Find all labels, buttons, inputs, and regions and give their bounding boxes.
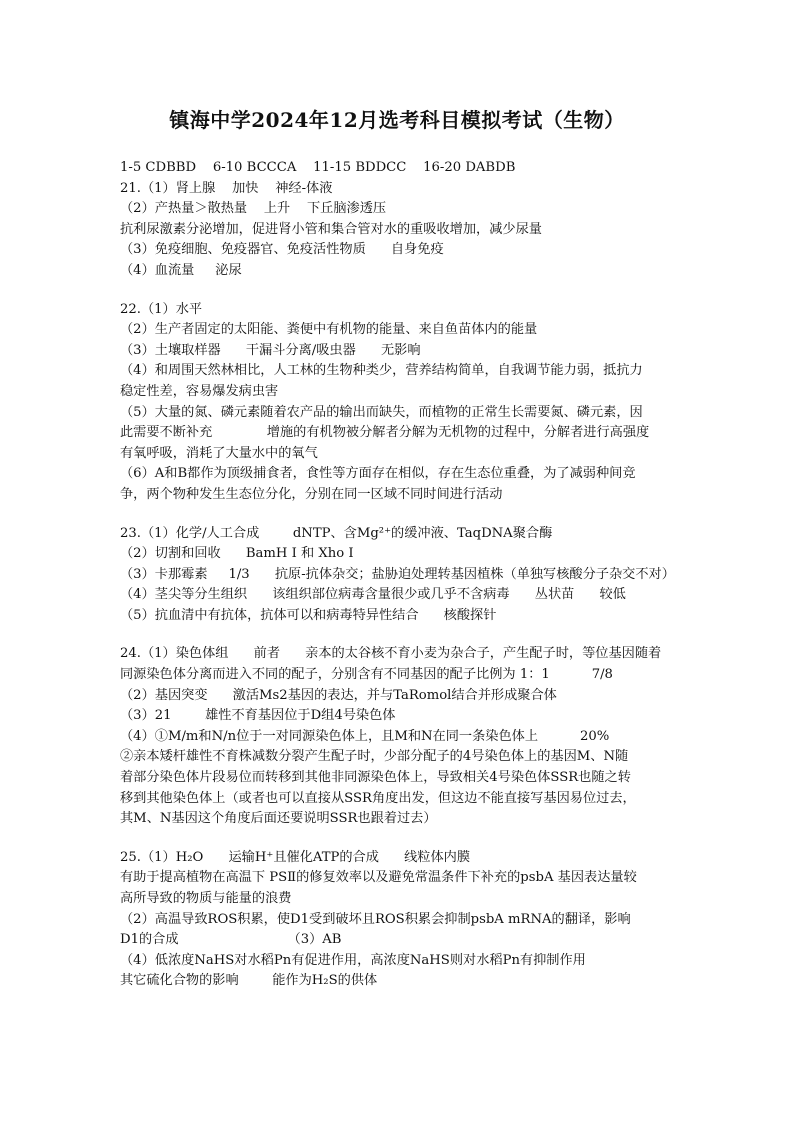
section-gap <box>120 626 680 644</box>
answer-line: 21.（1）肾上腺 加快 神经-体液 <box>120 180 333 196</box>
answer-line: （2）产热量＞散热量 上升 下丘脑渗透压 <box>120 201 387 217</box>
answer-line: （4）和周围天然林相比，人工林的生物种类少，营养结构简单，自我调节能力弱，抵抗力 <box>120 363 643 379</box>
answer-line: 此需要不断补充 增施的有机物被分解者分解为无机物的过程中，分解者进行高强度 <box>120 425 650 441</box>
answer-line: 22.（1）水平 <box>120 301 203 317</box>
answer-line: （2）生产者固定的太阳能、粪便中有机物的能量、来自鱼苗体内的能量 <box>120 322 538 338</box>
section-gap <box>120 830 680 848</box>
answer-line: D1的合成 （3）AB <box>120 932 342 948</box>
answer-line: （5）大量的氮、磷元素随着农产品的输出而缺失，而植物的正常生长需要氮、磷元素，因 <box>120 404 643 420</box>
answer-line: 着部分染色体片段易位而转移到其他非同源染色体上，导致相关4号染色体SSR也随之转 <box>120 770 631 786</box>
answer-line: 抗利尿激素分泌增加，促进肾小管和集合管对水的重吸收增加，减少尿量 <box>120 221 542 237</box>
answer-line: （2）基因突变 激活Ms2基因的表达，并与TaRomol结合并形成聚合体 <box>120 687 557 703</box>
answer-line: （3）免疫细胞、免疫器官、免疫活性物质 自身免疫 <box>120 242 444 258</box>
answer-line: （4）①M/m和N/n位于一对同源染色体上，且M和N在同一条染色体上 20% <box>120 728 610 744</box>
answer-body <box>120 158 680 992</box>
answer-line: （3）卡那霉素 1/3 抗原-抗体杂交；盐胁迫处理转基因植株（单独写核酸分子杂交不对） <box>120 566 675 582</box>
answer-line: （4）血流量 泌尿 <box>120 262 242 278</box>
answer-line: 其M、N基因这个角度后面还要说明SSR也跟着过去） <box>120 811 437 827</box>
answer-line: 稳定性差，容易爆发病虫害 <box>120 383 279 399</box>
answer-line: ②亲本矮杆雄性不育株减数分裂产生配子时，少部分配子的4号染色体上的基因M、N随 <box>120 749 629 765</box>
answer-line: 有助于提高植物在高温下 PSⅡ的修复效率以及避免常温条件下补充的psbA 基因表达量较 <box>120 870 637 886</box>
answer-line: 争，两个物种发生生态位分化，分别在同一区域不同时间进行活动 <box>120 486 503 502</box>
answer-line: 23.（1）化学/人工合成 dNTP、含Mg²⁺的缓冲液、TaqDNA聚合酶 <box>120 525 553 541</box>
answer-line: （3）土壤取样器 干漏斗分离/吸虫器 无影响 <box>120 342 421 358</box>
answer-line: （4）茎尖等分生组织 该组织部位病毒含量很少或几乎不含病毒 丛状苗 较低 <box>120 587 626 603</box>
answer-line: 有氧呼吸，消耗了大量水中的氧气 <box>120 445 318 461</box>
answer-line: 高所导致的物质与能量的浪费 <box>120 891 292 906</box>
answer-line: （5）抗血清中有抗体，抗体可以和病毒特异性结合 核酸探针 <box>120 607 497 623</box>
answer-line: （2）切割和回收 BamH Ⅰ 和 Xho Ⅰ <box>120 546 354 562</box>
answer-line: （4）低浓度NaHS对水稻Pn有促进作用，高浓度NaHS则对水稻Pn有抑制作用 <box>120 952 586 968</box>
answer-line: （3）21 雄性不育基因位于D组4号染色体 <box>120 708 396 724</box>
section-gap <box>120 506 680 524</box>
page-title: 镇海中学2024年12月选考科目模拟考试（生物） <box>169 108 625 132</box>
answer-line: 移到其他染色体上（或者也可以直接从SSR角度出发，但这边不能直接写基因易位过去， <box>120 790 636 806</box>
answer-line: 同源染色体分离而进入不同的配子，分别含有不同基因的配子比例为 1：1 7/8 <box>120 667 613 683</box>
answer-line: （2）高温导致ROS积累，使D1受到破坏且ROS积累会抑制psbA mRNA的翻译，影响 <box>120 911 631 927</box>
answer-line: （6）A和B都作为顶级捕食者，食性等方面存在相似，存在生态位重叠，为了减弱种间竞 <box>120 466 636 482</box>
answer-line: 25.（1）H₂O 运输H⁺且催化ATP的合成 线粒体内膜 <box>120 849 471 865</box>
answer-line: 其它硫化合物的影响 能作为H₂S的供体 <box>120 973 378 989</box>
answer-line: 24.（1）染色体组 前者 亲本的太谷核不育小麦为杂合子，产生配子时，等位基因随着 <box>120 646 662 662</box>
answer-line: 1-5 CDBBD 6-10 BCCCA 11-15 BDDCC 16-20 DABDB <box>120 160 516 175</box>
section-gap <box>120 282 680 300</box>
